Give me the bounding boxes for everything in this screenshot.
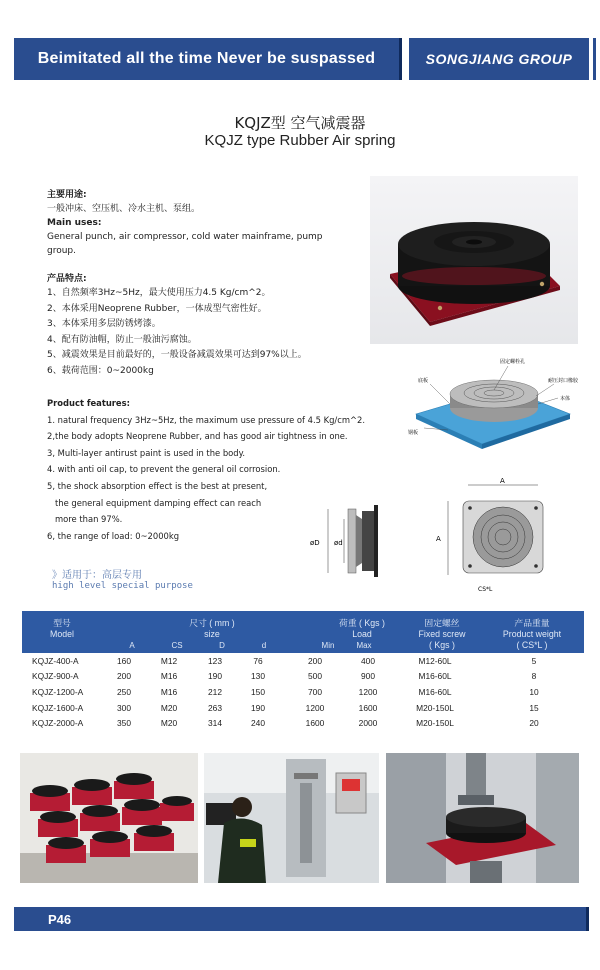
feature-en-6: 6, the range of load: 0~2000kg bbox=[47, 530, 180, 541]
col-weight: 产品重量 Product weight ( CS*L ) bbox=[502, 618, 562, 650]
feature-en-3: 3, Multi-layer antirust paint is used in the body. bbox=[47, 447, 245, 458]
dim-d: ød bbox=[334, 539, 343, 547]
table-header bbox=[22, 611, 584, 653]
label-bottom: 底板 bbox=[418, 378, 429, 384]
col-D: D bbox=[219, 641, 225, 650]
feature-cn-1: 1、自然频率3Hz~5Hz，最大使用压力4.5 Kg/cm^2。 bbox=[47, 288, 271, 298]
uses-head-cn: 主要用途: bbox=[47, 190, 87, 200]
banner-divider bbox=[593, 38, 596, 80]
cell-max: 900 bbox=[361, 671, 375, 682]
brand-text: SONGJIANG GROUP bbox=[425, 51, 573, 67]
cell-model: KQJZ-1600-A bbox=[32, 702, 84, 713]
slogan-banner bbox=[14, 38, 402, 80]
cell-D: 314 bbox=[208, 718, 222, 729]
cell-A: 160 bbox=[117, 655, 131, 666]
cell-weight: 8 bbox=[531, 671, 537, 682]
col-size: 尺寸 ( mm ) size bbox=[189, 618, 235, 639]
cell-screw: M16-60L bbox=[418, 686, 452, 697]
spec-table bbox=[22, 611, 584, 731]
cell-max: 2000 bbox=[358, 718, 378, 729]
page-number: P46 bbox=[48, 911, 72, 927]
col-model: 型号 Model bbox=[50, 618, 74, 639]
cell-max: 1600 bbox=[358, 702, 378, 713]
dim-D: øD bbox=[310, 539, 320, 547]
dimension-diagram bbox=[298, 475, 588, 595]
feature-cn-2: 2、本体采用Neoprene Rubber，一体成型气密性好。 bbox=[47, 303, 267, 314]
feature-en-4: 4. with anti oil cap, to prevent the general oil corrosion. bbox=[47, 464, 281, 475]
col-max: Max bbox=[356, 641, 372, 650]
cell-model: KQJZ-2000-A bbox=[32, 718, 84, 729]
cell-CS: M20 bbox=[160, 702, 178, 713]
cell-A: 300 bbox=[117, 702, 131, 713]
cell-weight: 10 bbox=[529, 686, 539, 697]
cell-screw: M20-150L bbox=[416, 718, 454, 729]
cell-min: 200 bbox=[308, 655, 322, 666]
table-row bbox=[22, 684, 584, 700]
feature-en-5b: the general equipment damping effect can reach bbox=[55, 497, 262, 508]
feature-cn-4: 4、配有防油帽，防止一般油污腐蚀。 bbox=[47, 334, 197, 345]
photo-test-machine bbox=[386, 753, 579, 883]
cell-model: KQJZ-1200-A bbox=[32, 686, 84, 697]
cell-weight: 15 bbox=[529, 702, 539, 713]
feature-en-2: 2,the body adopts Neoprene Rubber, and has good air tightness in one. bbox=[47, 431, 348, 442]
cell-screw: M12-60L bbox=[418, 655, 452, 666]
features-head-en: Product features: bbox=[47, 398, 130, 408]
feature-cn-3: 3、本体采用多层防锈烤漆。 bbox=[47, 319, 161, 329]
col-CS: CS bbox=[171, 641, 183, 650]
feature-en-1: 1. natural frequency 3Hz~5Hz, the maximum use pressure of 4.5 Kg/cm^2. bbox=[47, 414, 366, 425]
col-min: Min bbox=[321, 641, 335, 650]
cell-min: 500 bbox=[308, 671, 322, 682]
uses-text-cn: 一般冲床、空压机、冷水主机、泵组。 bbox=[47, 204, 201, 214]
brand-banner bbox=[409, 38, 589, 80]
usage-cn: 》适用于：高层专用 bbox=[52, 570, 142, 581]
label-screw: 固定螺栓孔 bbox=[500, 359, 526, 365]
table-row bbox=[22, 715, 584, 731]
cell-A: 250 bbox=[117, 686, 131, 697]
uses-section bbox=[47, 188, 347, 379]
cell-D: 190 bbox=[208, 671, 222, 682]
label-body: 本体 bbox=[560, 396, 571, 402]
dim-cs: CS*L bbox=[478, 586, 493, 593]
cell-d: 190 bbox=[251, 702, 265, 713]
page-title-en: KQJZ type Rubber Air spring bbox=[204, 132, 396, 149]
cell-screw: M16-60L bbox=[418, 671, 452, 682]
dim-A-side: A bbox=[436, 535, 441, 543]
cell-model: KQJZ-900-A bbox=[32, 671, 79, 682]
cell-D: 263 bbox=[208, 702, 222, 713]
cell-A: 350 bbox=[117, 718, 131, 729]
cell-CS: M16 bbox=[160, 686, 178, 697]
table-row bbox=[22, 669, 584, 685]
feature-en-5c: more than 97%. bbox=[55, 514, 123, 525]
features-head-cn: 产品特点: bbox=[47, 274, 87, 284]
cutaway-diagram bbox=[408, 352, 588, 462]
feature-cn-6: 6、载荷范围：0~2000kg bbox=[47, 365, 154, 376]
cell-D: 123 bbox=[208, 655, 222, 666]
cell-d: 76 bbox=[253, 655, 263, 666]
cell-min: 1200 bbox=[305, 702, 325, 713]
label-cap: 耐压封口橡胶 bbox=[548, 378, 579, 384]
uses-head-en: Main uses: bbox=[47, 218, 102, 228]
dim-A-top: A bbox=[500, 477, 505, 485]
feature-en-5: 5, the shock absorption effect is the best at present, bbox=[47, 480, 268, 491]
cell-min: 700 bbox=[308, 686, 322, 697]
photo-stacked-products bbox=[20, 753, 198, 883]
table-row bbox=[22, 653, 584, 669]
feature-cn-5: 5、减震效果是目前最好的，一般设备减震效果可达到97%以上。 bbox=[47, 350, 307, 360]
cell-min: 1600 bbox=[305, 718, 325, 729]
footer-divider bbox=[586, 907, 589, 931]
col-screw: 固定螺丝 Fixed screw ( Kgs ) bbox=[418, 618, 466, 650]
cell-d: 130 bbox=[251, 671, 265, 682]
cell-screw: M20-150L bbox=[416, 702, 454, 713]
table-row bbox=[22, 700, 584, 716]
label-plate: 钢板 bbox=[408, 430, 419, 436]
col-A: A bbox=[129, 641, 135, 650]
page-footer bbox=[14, 907, 586, 931]
cell-D: 212 bbox=[208, 686, 222, 697]
cell-d: 240 bbox=[251, 718, 265, 729]
cell-CS: M20 bbox=[160, 718, 178, 729]
cell-model: KQJZ-400-A bbox=[32, 655, 79, 666]
col-d: d bbox=[261, 641, 267, 650]
cell-CS: M16 bbox=[160, 671, 178, 682]
spec-table-body bbox=[22, 653, 584, 731]
cell-CS: M12 bbox=[160, 655, 178, 666]
slogan-text: Beimitated all the time Never be suspassed bbox=[37, 50, 376, 67]
cell-d: 150 bbox=[251, 686, 265, 697]
cell-weight: 5 bbox=[531, 655, 537, 666]
page-title-cn: KQJZ型 空气减震器 bbox=[234, 114, 366, 132]
cell-max: 1200 bbox=[358, 686, 378, 697]
photo-testing-worker bbox=[204, 753, 379, 883]
cell-weight: 20 bbox=[529, 718, 539, 729]
cell-A: 200 bbox=[117, 671, 131, 682]
col-load: 荷重 ( Kgs ) Load bbox=[339, 618, 385, 639]
usage-en: high level special purpose bbox=[52, 581, 193, 591]
cell-max: 400 bbox=[361, 655, 375, 666]
uses-text-en: General punch, air compressor, cold water mainframe, pump group. bbox=[47, 232, 323, 256]
product-photo bbox=[370, 176, 578, 344]
